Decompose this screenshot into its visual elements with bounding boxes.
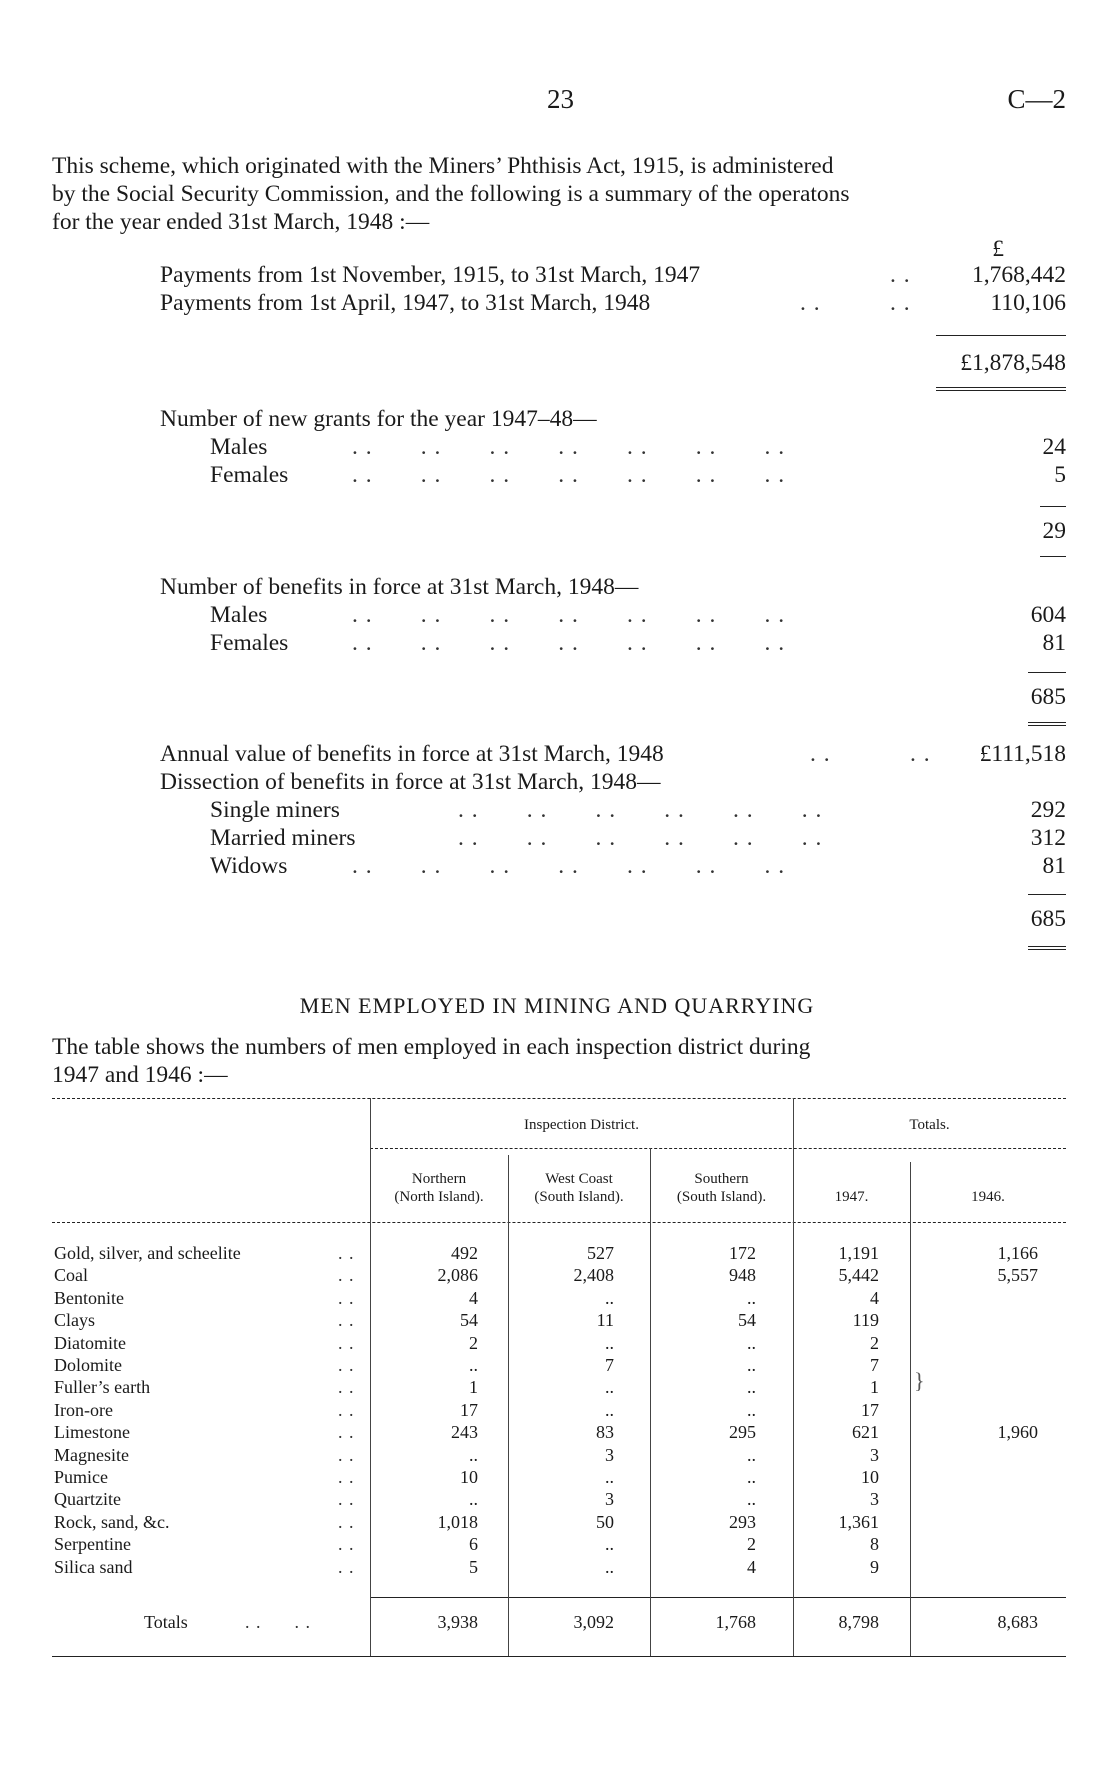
header-bottom-rule: [52, 1222, 1066, 1223]
cell-y1946: 1,166: [997, 1243, 1038, 1263]
intro-line-1: This scheme, which originated with the Miners’ Phthisis Act, 1915, is administered: [52, 153, 834, 179]
cell-y1946: 5,557: [997, 1265, 1038, 1286]
row-label: Silica sand: [54, 1556, 133, 1577]
intro-line-3: for the year ended 31st March, 1948 :—: [52, 209, 430, 235]
cell-west-coast: ..: [605, 1534, 614, 1555]
cell-northern: 6: [469, 1534, 478, 1555]
payment-row-1-value: 1,768,442: [972, 262, 1066, 288]
payment-row-2-value: 110,106: [990, 290, 1066, 316]
cell-northern: 5: [469, 1556, 478, 1577]
sum-rule: [1028, 894, 1066, 895]
cell-northern: 2,086: [437, 1265, 478, 1286]
cell-west-coast: ..: [605, 1287, 614, 1308]
leader-dots: . . . . . . . . . . . . . .: [352, 630, 786, 656]
leader-dots: . .: [338, 1467, 355, 1487]
table-bottom-rule: [52, 1656, 1066, 1657]
cell-west-coast: ..: [605, 1399, 614, 1420]
cell-southern: ..: [747, 1467, 756, 1487]
leader-dots: . .: [338, 1310, 355, 1331]
cell-southern: ..: [747, 1489, 756, 1510]
total-double-rule: [1028, 946, 1066, 950]
leader-dots: . .: [338, 1422, 355, 1443]
cell-y1947: 5,442: [838, 1265, 879, 1286]
cell-southern: 172: [729, 1243, 756, 1263]
cell-northern: ..: [469, 1444, 478, 1465]
cell-y1947: 8: [870, 1534, 879, 1555]
row-label: Serpentine: [54, 1534, 131, 1555]
annual-value-label: Annual value of benefits in force at 31st March, 1948: [160, 741, 664, 767]
totals-southern: 1,768: [715, 1612, 756, 1632]
totals-top-rule: [370, 1597, 1066, 1598]
benefits-males-label: Males: [210, 602, 268, 628]
leader-dots: . .: [338, 1489, 355, 1510]
benefits-heading: Number of benefits in force at 31st March, 1948—: [160, 574, 639, 600]
new-grants-females-label: Females: [210, 462, 289, 488]
total-rule: [1040, 556, 1066, 557]
cell-west-coast: 3: [605, 1489, 614, 1510]
cell-southern: 295: [729, 1422, 756, 1443]
mining-intro-line-1: The table shows the numbers of men employed in each inspection district during: [52, 1034, 811, 1060]
mining-intro-line-2: 1947 and 1946 :—: [52, 1062, 228, 1088]
cell-west-coast: ..: [605, 1377, 614, 1398]
cell-southern: ..: [747, 1444, 756, 1465]
column-header-northern: Northern: [411, 1171, 467, 1187]
group-header-district: Inspection District.: [524, 1117, 639, 1133]
leader-dots: . .: [338, 1444, 355, 1465]
cell-y1947: 119: [852, 1310, 879, 1331]
row-label: Dolomite: [54, 1355, 122, 1375]
dissection-heading: Dissection of benefits in force at 31st March, 1948—: [160, 769, 661, 795]
column-header-west-coast-sub: (South Island).: [534, 1189, 624, 1205]
cell-y1947: 1: [870, 1377, 879, 1398]
dissection-total: 685: [1030, 906, 1066, 932]
total-double-rule: [936, 387, 1066, 391]
row-label: Limestone: [54, 1422, 130, 1443]
column-header-1947: 1947.: [834, 1189, 869, 1205]
leader-dots: . .: [338, 1377, 355, 1398]
cell-southern: ..: [747, 1355, 756, 1375]
totals-west-coast: 3,092: [573, 1612, 614, 1632]
cell-northern: 4: [469, 1287, 478, 1308]
row-label: Diatomite: [54, 1332, 126, 1353]
dissection-married-label: Married miners: [210, 825, 356, 851]
row-label: Pumice: [54, 1467, 108, 1487]
cell-southern: ..: [747, 1377, 756, 1398]
benefits-males-value: 604: [1030, 602, 1066, 628]
cell-west-coast: 3: [605, 1444, 614, 1465]
cell-southern: 4: [747, 1556, 756, 1577]
brace-icon: }: [914, 1368, 925, 1393]
cell-y1947: 1,361: [838, 1511, 879, 1532]
totals-northern: 3,938: [437, 1612, 478, 1632]
cell-y1947: 17: [861, 1399, 879, 1420]
payment-row-2-label: Payments from 1st April, 1947, to 31st March, 1948: [160, 290, 651, 316]
leader-dots: . .: [910, 741, 931, 767]
row-label: Fuller’s earth: [54, 1377, 151, 1398]
cell-southern: 293: [729, 1511, 756, 1532]
cell-northern: ..: [469, 1489, 478, 1510]
cell-northern: 1: [469, 1377, 478, 1398]
cell-y1947: 1,191: [838, 1243, 879, 1263]
totals-1946: 8,683: [997, 1612, 1038, 1632]
cell-west-coast: 527: [587, 1243, 614, 1263]
column-header-1946: 1946.: [971, 1189, 1005, 1205]
benefits-total: 685: [1030, 684, 1066, 710]
cell-y1947: 9: [870, 1556, 879, 1577]
cell-northern: 1,018: [437, 1511, 478, 1532]
leader-dots: . .: [338, 1534, 355, 1555]
cell-west-coast: 83: [596, 1422, 614, 1443]
row-label: Coal: [54, 1265, 88, 1286]
row-label: Bentonite: [54, 1287, 124, 1308]
leader-dots: . . . .: [245, 1612, 311, 1632]
leader-dots: . . . . . . . . . . . . . .: [352, 853, 786, 879]
dissection-married-value: 312: [1030, 825, 1066, 851]
row-label: Gold, silver, and scheelite: [54, 1243, 241, 1263]
sum-rule: [1040, 506, 1066, 507]
cell-y1947: 3: [870, 1444, 879, 1465]
cell-northern: 17: [460, 1399, 478, 1420]
leader-dots: . . . . . . . . . . . .: [458, 825, 823, 851]
cell-y1946: 1,960: [997, 1422, 1038, 1443]
section-title: MEN EMPLOYED IN MINING AND QUARRYING: [299, 993, 815, 1018]
cell-west-coast: 11: [596, 1310, 614, 1331]
payments-total: £1,878,548: [960, 350, 1066, 376]
leader-dots: . . . . . . . . . . . .: [458, 797, 823, 823]
cell-y1947: 4: [870, 1287, 879, 1308]
cell-y1947: 10: [861, 1467, 879, 1487]
cell-west-coast: ..: [605, 1467, 614, 1487]
cell-northern: 243: [451, 1422, 478, 1443]
totals-label: Totals: [144, 1612, 188, 1632]
leader-dots: . .: [890, 262, 911, 288]
leader-dots: . .: [338, 1332, 355, 1353]
currency-symbol: £: [992, 236, 1004, 262]
cell-southern: ..: [747, 1399, 756, 1420]
cell-northern: ..: [469, 1355, 478, 1375]
cell-west-coast: 7: [605, 1355, 614, 1375]
totals-1947: 8,798: [838, 1612, 879, 1632]
new-grants-males-label: Males: [210, 434, 268, 460]
cell-northern: 492: [451, 1243, 478, 1263]
intro-line-2: by the Social Security Commission, and the following is a summary of the operatons: [52, 181, 850, 207]
cell-southern: 2: [747, 1534, 756, 1555]
cell-northern: 10: [460, 1467, 478, 1487]
leader-dots: . .: [338, 1243, 355, 1263]
table-top-rule: [52, 1098, 1066, 1099]
cell-west-coast: ..: [605, 1332, 614, 1353]
dissection-single-value: 292: [1030, 797, 1066, 823]
leader-dots: . .: [800, 290, 821, 316]
leader-dots: . .: [338, 1287, 355, 1308]
new-grants-females-value: 5: [1054, 462, 1066, 488]
cell-northern: 54: [460, 1310, 478, 1331]
annual-value: £111,518: [979, 741, 1066, 767]
dissection-single-label: Single miners: [210, 797, 340, 823]
document-reference: C—2: [1007, 84, 1066, 114]
cell-west-coast: 50: [596, 1511, 614, 1532]
cell-y1947: 621: [852, 1422, 879, 1443]
cell-y1947: 2: [870, 1332, 879, 1353]
new-grants-total: 29: [1042, 518, 1066, 544]
cell-west-coast: 2,408: [573, 1265, 614, 1286]
column-header-west-coast: West Coast: [545, 1171, 613, 1187]
leader-dots: . . . . . . . . . . . . . .: [352, 602, 786, 628]
row-label: Iron-ore: [54, 1399, 113, 1420]
payment-row-1-label: Payments from 1st November, 1915, to 31st March, 1947: [160, 262, 701, 288]
leader-dots: . .: [890, 290, 911, 316]
leader-dots: . .: [338, 1511, 355, 1532]
page-number: 23: [547, 84, 574, 114]
group-header-totals: Totals.: [909, 1117, 950, 1133]
leader-dots: . .: [338, 1556, 355, 1577]
cell-southern: ..: [747, 1287, 756, 1308]
sum-rule: [1028, 672, 1066, 673]
column-header-northern-sub: (North Island).: [394, 1189, 484, 1205]
cell-y1947: 7: [870, 1355, 879, 1375]
new-grants-heading: Number of new grants for the year 1947–48—: [160, 406, 597, 432]
leader-dots: . .: [338, 1265, 355, 1286]
leader-dots: . .: [810, 741, 831, 767]
benefits-females-value: 81: [1042, 630, 1066, 656]
row-label: Rock, sand, &c.: [54, 1511, 170, 1532]
leader-dots: . .: [338, 1399, 355, 1420]
leader-dots: . .: [338, 1355, 355, 1375]
cell-west-coast: ..: [605, 1556, 614, 1577]
column-header-southern: Southern: [694, 1171, 749, 1187]
cell-southern: 948: [729, 1265, 756, 1286]
new-grants-males-value: 24: [1042, 434, 1066, 460]
dissection-widows-value: 81: [1042, 853, 1066, 879]
cell-southern: ..: [747, 1332, 756, 1353]
group-header-rule: [370, 1148, 1066, 1149]
total-double-rule: [1028, 722, 1066, 726]
row-label: Magnesite: [54, 1444, 129, 1465]
column-header-southern-sub: (South Island).: [676, 1189, 767, 1205]
leader-dots: . . . . . . . . . . . . . .: [352, 462, 786, 488]
row-label: Clays: [54, 1310, 96, 1331]
cell-northern: 2: [469, 1332, 478, 1353]
column-divider: [910, 1162, 911, 1656]
row-label: Quartzite: [54, 1489, 121, 1510]
cell-southern: 54: [738, 1310, 756, 1331]
leader-dots: . . . . . . . . . . . . . .: [352, 434, 786, 460]
benefits-females-label: Females: [210, 630, 289, 656]
sum-rule: [936, 335, 1066, 336]
cell-y1947: 3: [870, 1489, 879, 1510]
dissection-widows-label: Widows: [210, 853, 288, 879]
